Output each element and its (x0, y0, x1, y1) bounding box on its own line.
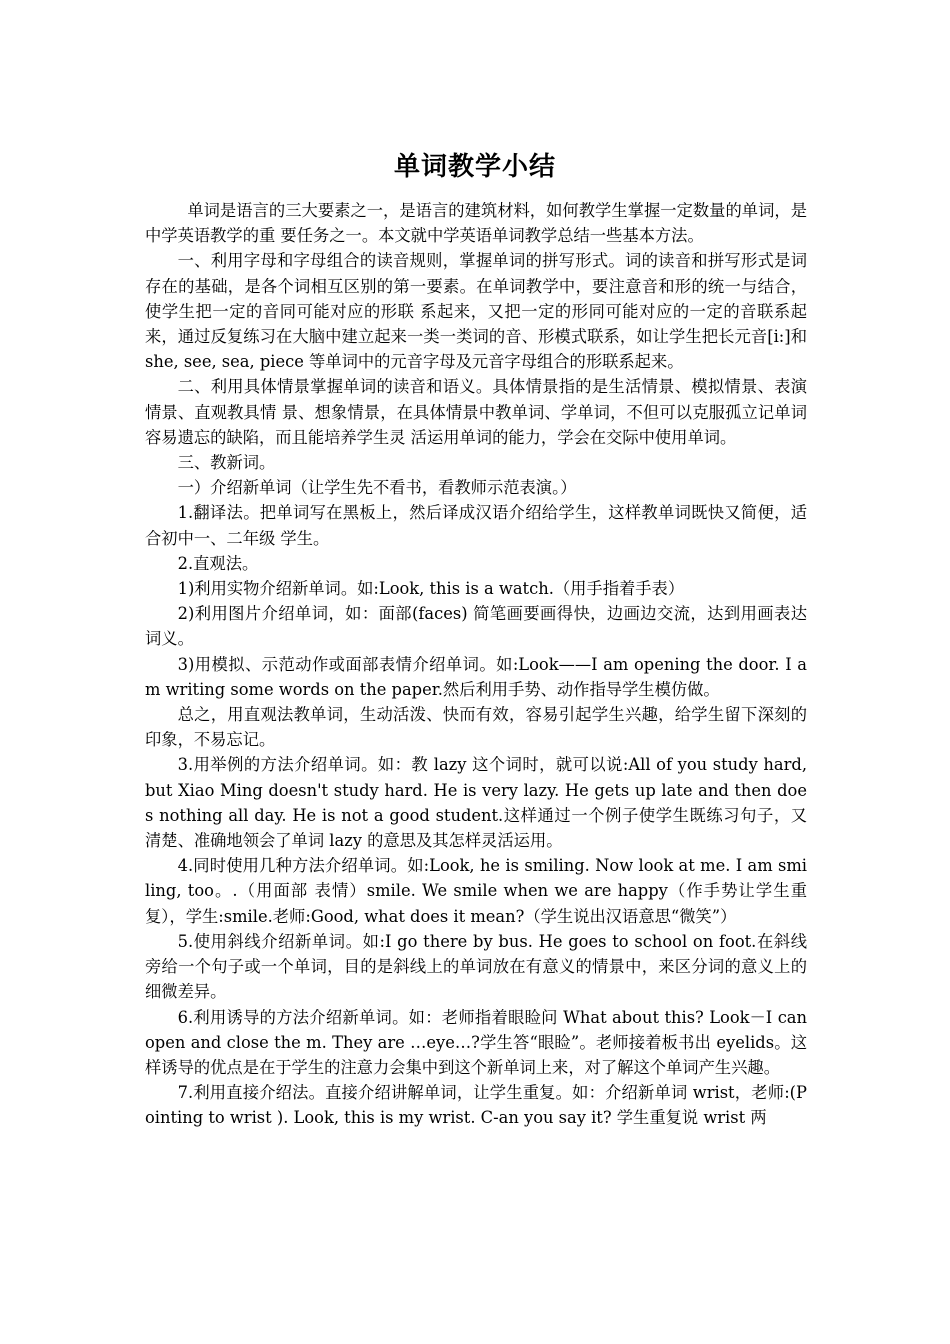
paragraph-section-1: 一、利用字母和字母组合的读音规则，掌握单词的拼写形式。词的读音和拼写形式是词存在的基础，是各个词相互区别的第一要素。在单词教学中，要注意音和形的统一与结合，使学生把一定的音同可能对应的形联 系起来，又把一定的形同可能对应的一定的音联系起来，通过反复练习在大脑中建立起来一类一类词的音、形模式联系，如让学生把长元音[i:]和 she, see, sea, piece 等单词中的元音字母及元音字母组合的形联系起来。 (145, 251, 807, 372)
paragraph-method-visual: 2.直观法。 (177, 553, 259, 573)
paragraph-intro: 单词是语言的三大要素之一，是语言的建筑材料，如何教学生掌握一定数量的单词，是中学英语教学的重 要任务之一。本文就中学英语单词教学总结一些基本方法。 (145, 201, 807, 246)
document-title: 单词教学小结 (393, 152, 556, 183)
paragraph-section-2: 二、利用具体情景掌握单词的读音和语义。具体情景指的是生活情景、模拟情景、表演情景、直观教具情 景、想象情景，在具体情景中教单词、学单词，不但可以克服孤立记单词容易遗忘的缺陷，而且能培养学生灵 活运用单词的能力，学会在交际中使用单词。 (145, 377, 807, 447)
paragraph-visual-actions: 3)用模拟、示范动作或面部表情介绍单词。如:Look——I am opening the door. I am writing some words on the paper.然后利用手势、动作指导学生模仿做。 (145, 654, 807, 699)
paragraph-method-combined: 4.同时使用几种方法介绍单词。如:Look, he is smiling. Now look at me. I am smiling, too。.（用面部 表情）smile. We smile when we are happy（作手势让学生重复），学生:smile.老师:Good, what does it mean?（学生说出汉语意思“微笑”） (145, 856, 807, 926)
paragraph-subsection-1-heading: 一）介绍新单词（让学生先不看书，看教师示范表演。） (177, 478, 577, 498)
paragraph-section-3-heading: 三、教新词。 (177, 453, 276, 473)
paragraph-method-examples: 3.用举例的方法介绍单词。如：教 lazy 这个词时，就可以说:All of you study hard, but Xiao Ming doesn't study hard. He is very lazy. He gets up late and then does nothing all day. He is not a good student.这样通过一个例子使学生既练习句子，又清楚、准确地领会了单词 lazy 的意思及其怎样灵活运用。 (145, 755, 807, 851)
paragraph-visual-objects: 1)利用实物介绍新单词。如:Look, this is a watch.（用手指着手表） (177, 579, 685, 599)
paragraph-visual-summary: 总之，用直观法教单词，生动活泼、快而有效，容易引起学生兴趣，给学生留下深刻的印象，不易忘记。 (145, 705, 807, 750)
document-body (145, 198, 807, 1131)
paragraph-method-slash: 5.使用斜线介绍新单词。如:I go there by bus. He goes to school on foot.在斜线旁给一个句子或一个单词，目的是斜线上的单词放在有意义的情景中，来区分词的意义上的细微差异。 (145, 931, 807, 1002)
paragraph-method-induction: 6.利用诱导的方法介绍新单词。如：老师指着眼睑问 What about this? Look－I can open and close the m. They are …eye…?学生答“眼睑”。老师接着板书出 eyelids。这样诱导的优点是在于学生的注意力会集中到这个新单词上来，对了解这个单词产生兴趣。 (145, 1007, 807, 1077)
paragraph-visual-pictures: 2)利用图片介绍单词，如：面部(faces) 简笔画要画得快，边画边交流，达到用画表达词义。 (145, 604, 807, 649)
paragraph-method-direct: 7.利用直接介绍法。直接介绍讲解单词，让学生重复。如：介绍新单词 wrist，老师:(Pointing to wrist ). Look, this is my wrist. C-an you say it? 学生重复说 wrist 两 (145, 1083, 807, 1128)
paragraph-method-translation: 1.翻译法。把单词写在黑板上，然后译成汉语介绍给学生，这样教单词既快又简便，适合初中一、二年级 学生。 (145, 503, 807, 548)
